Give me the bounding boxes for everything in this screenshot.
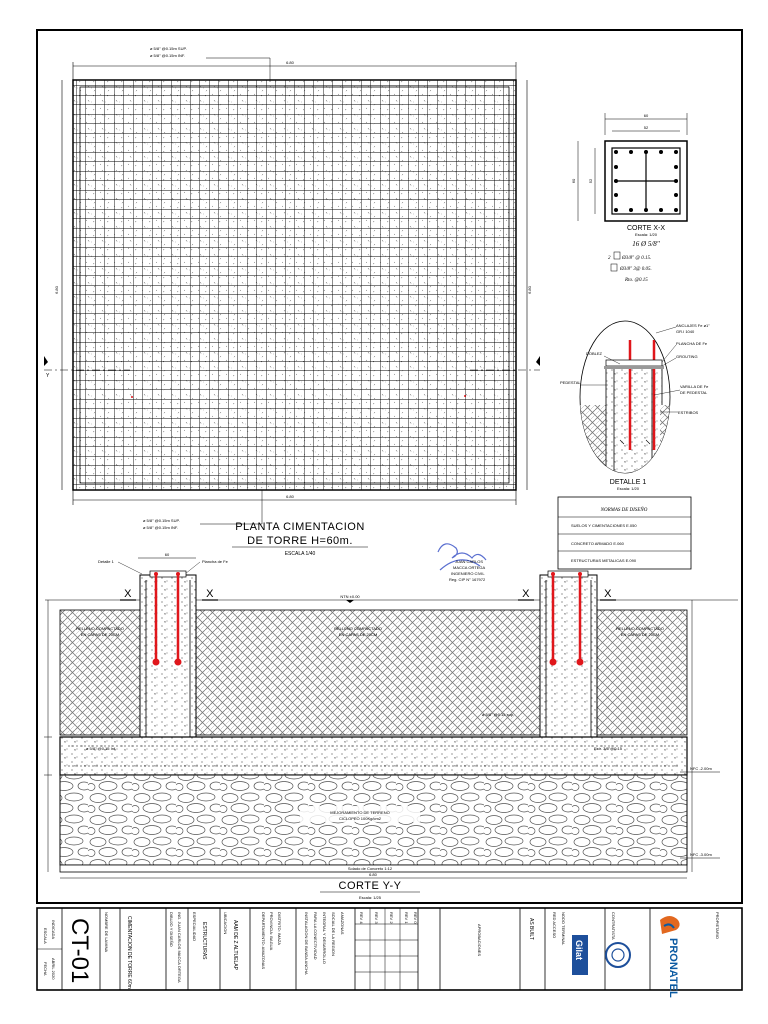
relleno-1b: EN CAPAS DE 20CM (80, 632, 120, 637)
detalle-anclajes: ANCLAJES Fe ø1" (676, 323, 710, 328)
detalle-grouting: GROUTING (676, 354, 698, 359)
normas-row-3: ESTRUCTURAS METALICAS E.090 (571, 558, 637, 563)
tb-aprobaciones: APROBACIONES (477, 924, 482, 957)
plan-rebar-top-2: ø 5/8" @0.15m INF. (150, 53, 186, 58)
nfc-1: NFC -2.00m (690, 766, 712, 771)
footing (60, 737, 687, 775)
normas-table (558, 497, 691, 569)
stamp-line-2: MACCA ORTEGA (453, 565, 486, 570)
detalle-varillas2: DE PEDESTAL (680, 390, 708, 395)
plan-dim-bottom: 6.80 (286, 494, 294, 499)
plan-rebar-bottom-2: ø 5/8" @0.15m INF. (143, 525, 179, 530)
detalle-doblez: DOBLEZ (586, 351, 603, 356)
tb-dibujo: DIBUJO Y DISEÑO (169, 912, 174, 947)
corte-yy (44, 552, 738, 900)
plan-dim-top: 6.80 (286, 60, 294, 65)
corte-stirrup-prefix: 2 (608, 256, 611, 261)
section-dim-ped: 60 (164, 552, 170, 557)
relleno-2a: RELLENO COMPACTADO (334, 626, 382, 631)
tb-proyecto-3: INTEGRAL Y DESARROLLO (322, 912, 327, 964)
detalle-scale: Escala: 1/20 (616, 486, 640, 491)
stamp-line-4: Reg. CIP N° 167972 (449, 577, 486, 582)
plan-dim-right: 6.80 (527, 286, 532, 294)
normas-row-1: SUELOS Y CIMENTACIONES E.050 (571, 523, 637, 528)
tb-lamina-value: CIMENTACION DE TORRE 60m (126, 916, 132, 989)
section-x1: X (124, 588, 132, 600)
title-block (37, 908, 742, 998)
mejoramiento-1: MEJORAMIENTO DE TERRENO (330, 810, 390, 815)
tb-proyecto-4: SOCIAL DE LA REGION (331, 912, 336, 956)
tb-rev-5: REV 4 (359, 912, 364, 924)
section-x4: X (604, 588, 612, 600)
tb-especialidad-value: ESTRUCTURAS (201, 922, 207, 960)
plan-dim-left: 6.80 (54, 286, 59, 294)
tb-dist-2: PROVINCIA: BAGUA (269, 912, 274, 951)
corte-dim-side-outer: 60 (571, 178, 576, 184)
corte-dim-inner: 52 (643, 125, 649, 130)
corte-stirrup-1: Ø3/8" @ 0.15. (622, 256, 652, 261)
corte-xx (571, 113, 687, 283)
detalle-estribos: ESTRIBOS (678, 410, 699, 415)
stamp-line-3: INGENIERO CIVIL (451, 571, 485, 576)
section-plancha-ref: Plancha de Fe (202, 559, 228, 564)
normas-row-2: CONCRETO ARMADO E.060 (571, 541, 624, 546)
plan-axis-y: Y (46, 373, 50, 379)
corte-title: CORTE X-X (627, 225, 665, 232)
relleno-2b: EN CAPAS DE 20CM (338, 632, 378, 637)
pronatel-wordmark: PRONATEL (667, 938, 679, 998)
tb-rev-1: REV 0 (413, 912, 418, 924)
tb-fecha-label: FECHA (43, 962, 48, 976)
detalle-title: DETALLE 1 (609, 479, 647, 486)
plan-rebar-top-1: ø 5/8" @0.15m SUP. (150, 46, 187, 51)
section-detalle-ref: Detalle 1 (98, 559, 114, 564)
tb-especialidad-label: ESPECIALIDAD (192, 912, 197, 942)
detalle-gr: GR.I 1040 (676, 329, 695, 334)
plan-scale: ESCALA 1/40 (284, 551, 316, 557)
normas-title: NORMAS DE DISEÑO (600, 508, 648, 513)
corte-dim-side-inner: 52 (588, 178, 593, 184)
tb-rev-4: REV 3 (374, 912, 379, 924)
rebar-label-2: ø 5/8" @0.15 sup. (482, 712, 515, 717)
tb-proyecto-1: INSTALACION DE BANDA ANCHA (304, 912, 309, 975)
tb-proyecto-5: AMAZONAS (340, 912, 345, 935)
relleno-1a: RELLENO COMPACTADO (76, 626, 124, 631)
tb-propietario: PROPIETARIO (715, 912, 720, 940)
tb-red-label: RED ACCESO (552, 912, 557, 939)
gilat-wordmark: Gilat (574, 940, 584, 961)
section-scale: Escala: 1/25 (358, 895, 382, 900)
engineer-stamp (438, 544, 486, 582)
relleno-3a: RELLENO COMPACTADO (616, 626, 664, 631)
tb-code: CT-01 (66, 918, 93, 984)
corte-rebar-main: 16 Ø 5/8" (632, 240, 660, 248)
tb-lamina-label: NOMBRE DE LAMINA (104, 912, 109, 953)
tb-proyecto-2: PARA LA CONECTIVIDAD (313, 912, 318, 960)
tb-rev-3: REV 2 (389, 912, 394, 924)
corte-dim-outer: 60 (643, 113, 649, 118)
detalle-varillas: VARILLA DE Fe (680, 384, 709, 389)
nfc-2: NFC -3.00m (690, 852, 712, 857)
mejoramiento-2: CICLOPEO 100Kg/cm2 (338, 816, 382, 821)
detalle-plancha: PLANCHA DE Fe (676, 341, 708, 346)
plan-rebar-bottom-1: ø 5/8" @0.15m SUP. (143, 518, 180, 523)
tb-escala-label: ESCALA (43, 928, 48, 944)
tb-escala-value: INDICADA (51, 920, 56, 940)
corte-scale: Escala: 1/20 (634, 232, 658, 237)
tb-ubicacion-value: AAM DE Z ALTUELAP (232, 920, 238, 970)
tb-ubicacion-label: UBICACION (223, 912, 228, 935)
plan-title-line2: DE TORRE H=60m. (247, 535, 353, 547)
corte-stirrup-2: Ø3/8" 3@ 0.05. (620, 267, 652, 272)
section-title: CORTE Y-Y (338, 880, 402, 892)
tb-dist-1: DEPARTAMENTO: AMAZONAS (261, 912, 266, 970)
rebar-label-1: ø 5/8" @0.15 Inf. (86, 746, 117, 751)
tb-rev-2: REV 1 (404, 912, 409, 924)
corte-stirrup-3: Rto. @0.15 (625, 278, 648, 283)
section-ntn: NTN ±0.00 (340, 594, 360, 599)
detalle-pedestal: PEDESTAL (560, 380, 581, 385)
tb-as-built: AS BUILT (528, 918, 534, 940)
solado: Solado de Concreto 1:12 (347, 866, 393, 871)
section-dim-bottom: 6.80 (369, 872, 377, 877)
detalle-1 (560, 321, 710, 491)
foundation-plan (44, 46, 540, 557)
section-x2: X (206, 588, 214, 600)
tb-nodo-label: NODO TERMINAL (561, 912, 566, 946)
rebar-label-3: Estr. 3/8"@0.15 (594, 746, 622, 751)
tb-contratista: CONTRATISTA (611, 912, 616, 940)
tb-dist-3: DISTRITO: IMAZA (277, 912, 282, 946)
plan-title-line1: PLANTA CIMENTACION (235, 521, 365, 533)
relleno-3b: EN CAPAS DE 20CM (620, 632, 660, 637)
tb-fecha-value: ABRIL 2020 (51, 958, 56, 980)
section-x3: X (522, 588, 530, 600)
tb-responsable: ING. JUAN CARLOS MACCA ORTEGA (177, 912, 182, 983)
stamp-line-1: JUAN CARLOS (455, 559, 484, 564)
